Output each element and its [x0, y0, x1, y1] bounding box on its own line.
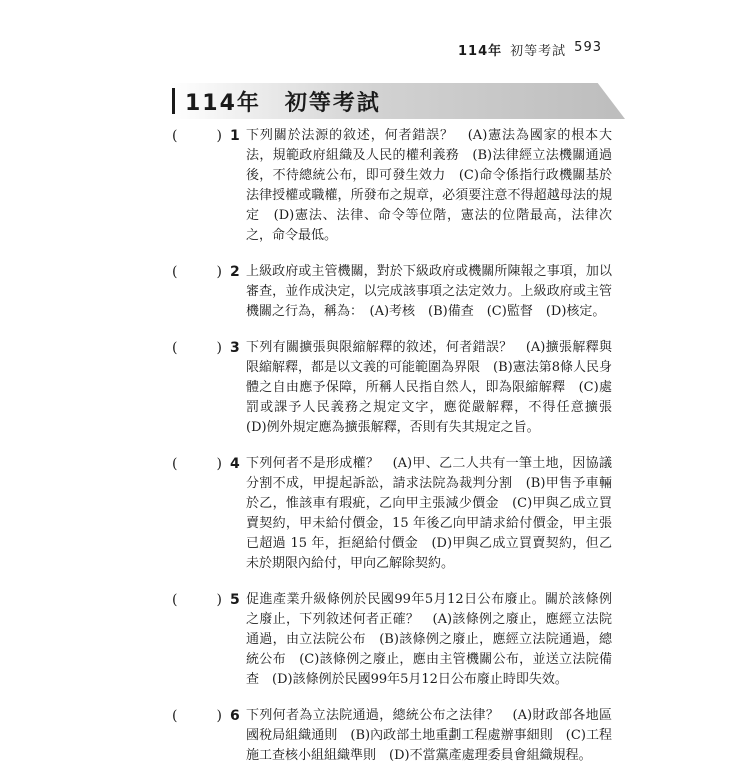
- running-header: [458, 40, 602, 59]
- question-text: 下列有關擴張與限縮解釋的敘述，何者錯誤？ (A)擴張解釋與限縮解釋，都是以文義的可能範圍為界限 (B)憲法第8條人民身體之自由應予保障，所稱人民指自然人，即為限縮解釋 (C)處罰或課予人民義務之規定文字，應從嚴解釋，不得任意擴張 (D)例外規定應為擴張解釋，否則有失其規定之旨。: [246, 340, 626, 435]
- answer-blank: [172, 454, 230, 574]
- question-text: 下列何者不是形成權？ (A)甲、乙二人共有一筆土地，因協議分割不成，甲提起訴訟，請求法院為裁判分割 (B)甲售予車輛於乙，惟該車有瑕疵，乙向甲主張減少價金 (C)甲與乙成立買賣契約，甲未給付價金，15 年後乙向甲請求給付價金，甲主張已超過 15 年，拒絕給付價金 (D)甲與乙成立買賣契約，但乙未於期限內給付，甲向乙解除契約。: [246, 456, 612, 571]
- answer-blank: [172, 706, 230, 766]
- title-accent-bar: [172, 88, 175, 114]
- header-exam: 初等考試: [510, 44, 567, 59]
- answer-blank: [172, 338, 230, 438]
- header-year: 114年: [458, 44, 503, 59]
- answer-blank: [172, 262, 230, 322]
- question-3: [172, 338, 626, 438]
- question-number: 1: [230, 128, 240, 144]
- question-text: 促進產業升級條例於民國99年5月12日公布廢止。關於該條例之廢止，下列敘述何者正確？ (A)該條例之廢止，應經立法院通過，由立法院公布 (B)該條例之廢止，應經立法院通過，總統公布 (C)該條例之廢止，應由主管機關公布，並送立法院備查 (D)該條例於民國99年5月12日公布廢止時即失效。: [246, 592, 612, 687]
- question-list: [172, 126, 626, 782]
- paren-open: (: [172, 128, 178, 144]
- question-number: 3: [230, 340, 240, 356]
- paren-close: ): [216, 592, 222, 608]
- paren-open: (: [172, 264, 178, 280]
- paren-open: (: [172, 708, 178, 724]
- answer-blank: [172, 590, 230, 690]
- answer-blank: [172, 126, 230, 246]
- question-number: 5: [230, 592, 240, 608]
- question-4: [172, 454, 612, 574]
- paren-open: (: [172, 456, 178, 472]
- question-1: [172, 126, 612, 246]
- paren-close: ): [216, 708, 222, 724]
- paren-close: ): [216, 340, 222, 356]
- question-2: [172, 262, 612, 322]
- section-title: 114年 初等考試: [185, 90, 381, 116]
- paren-open: (: [172, 340, 178, 356]
- paren-close: ): [216, 264, 222, 280]
- section-title-block: [172, 86, 381, 116]
- question-text: 下列何者為立法院通過，總統公布之法律？ (A)財政部各地區國稅局組織通則 (B)內政部土地重劃工程處辦事細則 (C)工程施工查核小組組織準則 (D)不當黨產處理委員會組織規程。: [246, 708, 612, 763]
- question-6: [172, 706, 612, 766]
- question-5: [172, 590, 612, 690]
- question-number: 2: [230, 264, 240, 280]
- question-text: 下列關於法源的敘述，何者錯誤？ (A)憲法為國家的根本大法，規範政府組織及人民的權利義務 (B)法律經立法機關通過後，不待總統公布，即可發生效力 (C)命令係指行政機關基於法律授權或職權，所發布之規章，必須要注意不得超越母法的規定 (D)憲法、法律、命令等位階，憲法的位階最高，法律次之，命令最低。: [246, 128, 612, 243]
- paren-close: ): [216, 128, 222, 144]
- question-number: 6: [230, 708, 240, 724]
- paren-close: ): [216, 456, 222, 472]
- question-number: 4: [230, 456, 240, 472]
- question-text: 上級政府或主管機關，對於下級政府或機關所陳報之事項，加以審查，並作成決定，以完成該事項之法定效力。上級政府或主管機關之行為，稱為： (A)考核 (B)備查 (C)監督 (D)核定。: [246, 264, 612, 319]
- page-number: 593: [574, 40, 602, 55]
- paren-open: (: [172, 592, 178, 608]
